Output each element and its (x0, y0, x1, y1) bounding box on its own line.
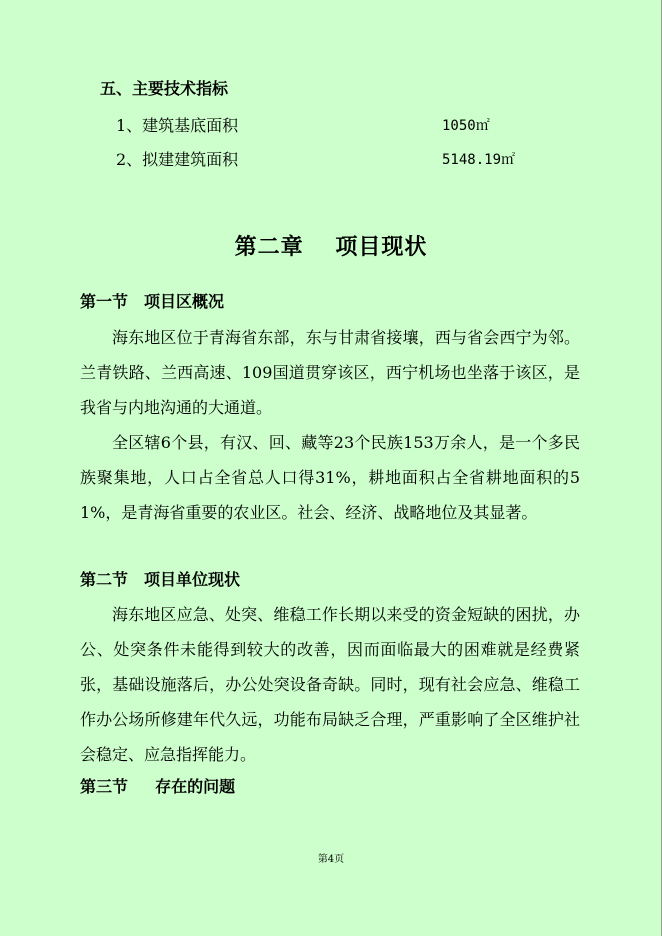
page-number: 第4页 (317, 854, 345, 865)
paragraph: 海东地区位于青海省东部，东与甘肃省接壤，西与省会西宁为邻。兰青铁路、兰西高速、109国道贯穿该区，西宁机场也坐落于该区，是我省与内地沟通的大通道。 (80, 328, 580, 417)
indicator-value: 5148.19㎡ (442, 152, 516, 168)
indicator-value: 1050㎡ (442, 118, 490, 134)
section-heading-main-indicators: 五、主要技术指标 (100, 79, 229, 98)
section-title-unit-status: 第二节 项目单位现状 (80, 570, 241, 589)
indicator-label: 1、建筑基底面积 (116, 116, 239, 135)
section-title-project-area: 第一节 项目区概况 (80, 292, 225, 311)
chapter-title: 第二章 项目现状 (234, 234, 428, 260)
paragraph: 全区辖6个县，有汉、回、藏等23个民族153万余人，是一个多民族聚集地，人口占全省总人口得31%，耕地面积占全省耕地面积的51%，是青海省重要的农业区。社会、经济、战略地位及其显著。 (80, 433, 580, 522)
indicator-label: 2、拟建建筑面积 (116, 150, 239, 169)
paragraph: 海东地区应急、处突、维稳工作长期以来受的资金短缺的困扰，办公、处突条件未能得到较大的改善，因而面临最大的困难就是经费紧张，基础设施落后，办公处突设备奇缺。同时，现有社会应急、维稳工作办公场所修建年代久远，功能布局缺乏合理，严重影响了全区维护社会稳定、应急指挥能力。 (80, 605, 580, 764)
section-title-problems: 第三节 存在的问题 (80, 777, 236, 796)
